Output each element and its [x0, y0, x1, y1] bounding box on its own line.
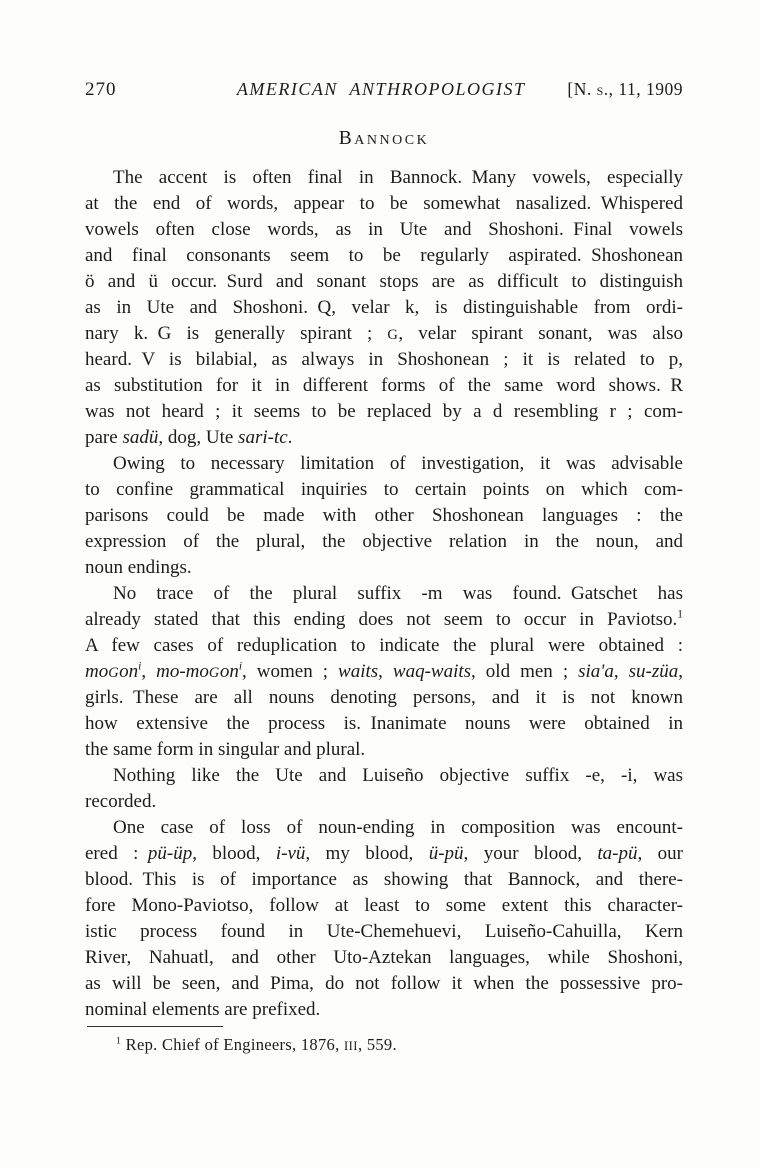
paragraph: [85, 815, 683, 1023]
text-line: [85, 243, 683, 269]
text-segment: blood. This is of importance as showing that Bannock, and there-: [85, 869, 683, 890]
text-line: [85, 711, 683, 737]
text-line: [85, 295, 683, 321]
paragraph: [85, 165, 683, 451]
text-segment: , your blood,: [463, 843, 598, 864]
text-line: [85, 607, 683, 633]
text-line: [85, 503, 683, 529]
text-segment: , blood,: [192, 843, 276, 864]
text-segment: No trace of the plural suffix -m was found. Gatschet has: [113, 583, 683, 604]
text-segment: sia'a: [578, 661, 614, 682]
text-segment: , my blood,: [305, 843, 429, 864]
text-segment: to confine grammatical inquiries to certain points on which com-: [85, 479, 683, 500]
running-header: [85, 79, 683, 101]
text-segment: mo: [85, 661, 109, 682]
text-segment: , velar spirant sonant, was also: [398, 323, 683, 344]
paragraph: [85, 763, 683, 815]
text-line: [85, 945, 683, 971]
text-line: [85, 633, 683, 659]
text-segment: pare: [85, 427, 123, 448]
text-segment: 1: [116, 1035, 122, 1047]
text-segment: fore Mono-Paviotso, follow at least to some extent this character-: [85, 895, 683, 916]
text-segment: vowels often close words, as in Ute and Shoshoni. Final vowels: [85, 219, 683, 240]
text-segment: mo-mo: [156, 661, 209, 682]
text-segment: ,: [141, 661, 157, 682]
paragraph: [85, 581, 683, 763]
text-segment: River, Nahuatl, and other Uto-Aztekan languages, while Shoshoni,: [85, 947, 683, 968]
text-line: [85, 321, 683, 347]
text-line: [85, 971, 683, 997]
text-segment: expression of the plural, the objective relation in the noun, and: [85, 531, 683, 552]
text-line: [85, 425, 683, 451]
text-segment: at the end of words, appear to be somewhat nasalized. Whispered: [85, 193, 683, 214]
text-segment: istic process found in Ute-Chemehuevi, Luiseño-Cahuilla, Kern: [85, 921, 683, 942]
text-segment: already stated that this ending does not seem to occur in Paviotso.: [85, 609, 678, 630]
text-line: [85, 737, 683, 763]
text-segment: waits: [338, 661, 379, 682]
text-segment: nary k. G is generally spirant ;: [85, 323, 388, 344]
text-segment: III: [343, 1039, 358, 1053]
text-segment: recorded.: [85, 791, 157, 812]
article-body: [85, 165, 683, 1023]
text-segment: G: [208, 665, 220, 681]
text-segment: i: [238, 660, 242, 673]
text-segment: ,: [678, 661, 683, 682]
text-segment: ü-pü: [428, 843, 464, 864]
text-segment: i: [138, 660, 142, 673]
text-segment: , dog, Ute: [158, 427, 239, 448]
text-segment: su-züa: [628, 661, 679, 682]
text-line: [85, 399, 683, 425]
text-segment: , old men ;: [471, 661, 579, 682]
text-segment: , 559.: [357, 1035, 397, 1054]
text-segment: , our: [637, 843, 683, 864]
text-line: [85, 555, 683, 581]
text-line: [85, 191, 683, 217]
issue-info: [N. s., 11, 1909: [567, 79, 683, 99]
text-segment: sari-tc: [238, 427, 288, 448]
page-number: 270: [85, 79, 117, 100]
text-segment: Nothing like the Ute and Luiseño objective suffix -e, -i, was: [113, 765, 683, 786]
text-segment: 1: [677, 608, 683, 621]
text-segment: as will be seen, and Pima, do not follow it when the possessive pro-: [85, 973, 683, 994]
text-segment: ö and ü occur. Surd and sonant stops are as difficult to distinguish: [85, 271, 683, 292]
text-segment: on: [219, 661, 239, 682]
section-title: Bannock: [338, 128, 430, 149]
text-line: [85, 373, 683, 399]
text-segment: A few cases of reduplication to indicate the plural were obtained :: [85, 635, 683, 656]
text-segment: Rep. Chief of Engineers, 1876,: [121, 1035, 344, 1054]
text-segment: ered :: [85, 843, 148, 864]
text-segment: on: [119, 661, 139, 682]
text-line: [85, 477, 683, 503]
text-line: [85, 841, 683, 867]
text-segment: pü-üp: [147, 843, 193, 864]
text-segment: ,: [378, 661, 393, 682]
text-segment: as in Ute and Shoshoni. Q, velar k, is distinguishable from ordi-: [85, 297, 683, 318]
text-line: [85, 763, 683, 789]
text-segment: , women ;: [242, 661, 339, 682]
text-segment: The accent is often final in Bannock. Many vowels, especially: [113, 167, 683, 188]
footnote: [85, 1026, 683, 1057]
text-segment: and final consonants seem to be regularly aspirated. Shoshonean: [85, 245, 683, 266]
text-line: [85, 347, 683, 373]
page-content: [85, 79, 683, 1057]
footnote-rule: [87, 1026, 223, 1027]
text-segment: was not heard ; it seems to be replaced by a d resembling r ; com-: [85, 401, 683, 422]
text-line: [85, 789, 683, 815]
text-line: [85, 815, 683, 841]
text-segment: ta-pü: [597, 843, 638, 864]
text-line: [85, 919, 683, 945]
text-segment: G: [387, 327, 399, 343]
text-segment: as substitution for it in different forms of the same word shows. R: [85, 375, 683, 396]
text-segment: how extensive the process is. Inanimate nouns were obtained in: [85, 713, 683, 734]
text-line: [85, 997, 683, 1023]
journal-title: AMERICAN ANTHROPOLOGIST: [236, 79, 526, 99]
text-segment: the same form in singular and plural.: [85, 739, 366, 760]
text-line: [85, 685, 683, 711]
footnote-text: [116, 1034, 683, 1057]
text-line: [85, 529, 683, 555]
text-segment: One case of loss of noun-ending in composition was encount-: [113, 817, 683, 838]
text-segment: i-vü: [275, 843, 306, 864]
text-segment: noun endings.: [85, 557, 192, 578]
text-segment: sadü: [122, 427, 159, 448]
text-line: [85, 893, 683, 919]
text-segment: parisons could be made with other Shoshonean languages : the: [85, 505, 683, 526]
text-segment: G: [108, 665, 120, 681]
text-segment: .: [287, 427, 293, 448]
text-line: [85, 659, 683, 685]
text-line: [85, 269, 683, 295]
paragraph: [85, 451, 683, 581]
text-segment: ,: [613, 661, 629, 682]
text-line: [85, 165, 683, 191]
text-segment: heard. V is bilabial, as always in Shoshonean ; it is related to p,: [85, 349, 683, 370]
text-line: [85, 217, 683, 243]
text-line: [85, 867, 683, 893]
text-line: [85, 451, 683, 477]
text-segment: nominal elements are prefixed.: [85, 999, 321, 1020]
text-segment: waq-waits: [392, 661, 472, 682]
text-segment: Owing to necessary limitation of investigation, it was advisable: [113, 453, 683, 474]
text-line: [85, 581, 683, 607]
text-segment: girls. These are all nouns denoting persons, and it is not known: [85, 687, 683, 708]
